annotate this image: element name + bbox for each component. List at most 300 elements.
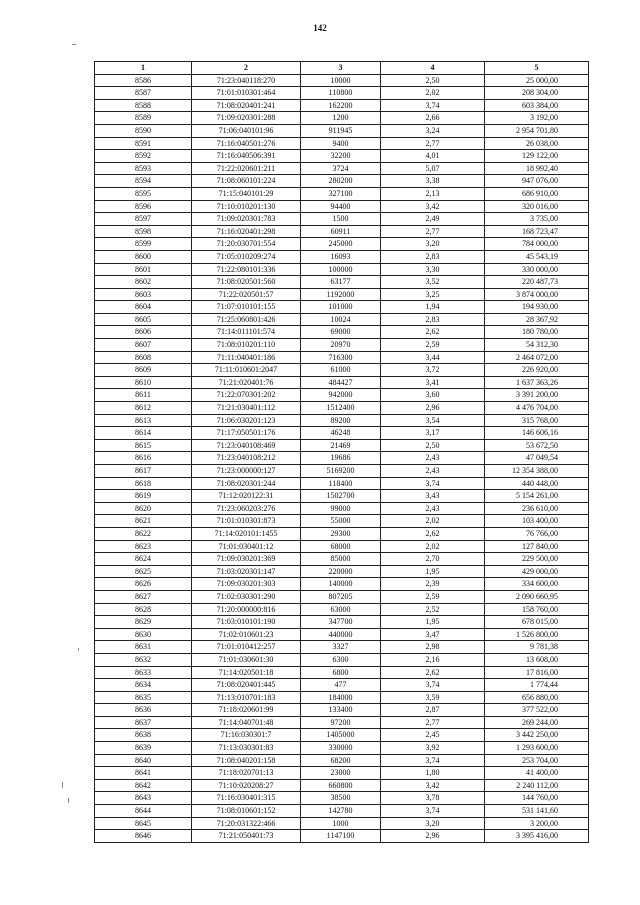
table-row	[95, 515, 589, 528]
amount-cell: 5 154 261,00	[485, 490, 589, 503]
column-header-5: 5	[485, 62, 589, 75]
row-number-cell: 8646	[95, 830, 192, 843]
row-number-cell: 8643	[95, 792, 192, 805]
rate-cell: 3,20	[381, 817, 485, 830]
table-row	[95, 402, 589, 415]
area-cell: 6800	[301, 666, 381, 679]
rate-cell: 2,77	[381, 225, 485, 238]
cadastral-number-cell: 71:11:040401:186	[192, 351, 301, 364]
area-cell: 60911	[301, 225, 381, 238]
row-number-cell: 8594	[95, 175, 192, 188]
table-row	[95, 704, 589, 717]
table-row	[95, 779, 589, 792]
table-row	[95, 502, 589, 515]
table-row	[95, 124, 589, 137]
table-row	[95, 754, 589, 767]
table-row	[95, 641, 589, 654]
table-row	[95, 150, 589, 163]
table-row	[95, 213, 589, 226]
amount-cell: 320 016,00	[485, 200, 589, 213]
amount-cell: 2 240 112,00	[485, 779, 589, 792]
column-header-3: 3	[301, 62, 381, 75]
row-number-cell: 8593	[95, 162, 192, 175]
area-cell: 97200	[301, 716, 381, 729]
cadastral-number-cell: 71:02:010601:23	[192, 628, 301, 641]
rate-cell: 3,47	[381, 628, 485, 641]
row-number-cell: 8637	[95, 716, 192, 729]
amount-cell: 3 200,00	[485, 817, 589, 830]
table-row	[95, 830, 589, 843]
amount-cell: 220 487,73	[485, 276, 589, 289]
row-number-cell: 8618	[95, 477, 192, 490]
area-cell: 20970	[301, 339, 381, 352]
area-cell: 10000	[301, 74, 381, 87]
cadastral-number-cell: 71:18:020601:99	[192, 704, 301, 717]
cadastral-number-cell: 71:15:040101:29	[192, 187, 301, 200]
rate-cell: 2,43	[381, 452, 485, 465]
rate-cell: 2,50	[381, 439, 485, 452]
amount-cell: 127 840,00	[485, 540, 589, 553]
rate-cell: 1,94	[381, 301, 485, 314]
amount-cell: 2 090 660,95	[485, 590, 589, 603]
area-cell: 69000	[301, 326, 381, 339]
rate-cell: 3,44	[381, 351, 485, 364]
cadastral-number-cell: 71:22:080101:336	[192, 263, 301, 276]
area-cell: 101000	[301, 301, 381, 314]
column-header-2: 2	[192, 62, 301, 75]
rate-cell: 3,74	[381, 805, 485, 818]
amount-cell: 269 244,00	[485, 716, 589, 729]
table-row	[95, 112, 589, 125]
data-table-container	[94, 61, 588, 843]
rate-cell: 3,25	[381, 288, 485, 301]
row-number-cell: 8639	[95, 742, 192, 755]
rate-cell: 3,92	[381, 742, 485, 755]
row-number-cell: 8623	[95, 540, 192, 553]
cadastral-number-cell: 71:01:010412:257	[192, 641, 301, 654]
row-number-cell: 8620	[95, 502, 192, 515]
table-row	[95, 742, 589, 755]
rate-cell: 2,83	[381, 313, 485, 326]
scan-mark	[68, 798, 69, 803]
rate-cell: 3,78	[381, 792, 485, 805]
rate-cell: 3,20	[381, 238, 485, 251]
area-cell: 133400	[301, 704, 381, 717]
amount-cell: 686 910,00	[485, 187, 589, 200]
table-row	[95, 238, 589, 251]
amount-cell: 1 637 363,26	[485, 376, 589, 389]
amount-cell: 678 015,00	[485, 616, 589, 629]
rate-cell: 2,62	[381, 326, 485, 339]
table-row	[95, 137, 589, 150]
row-number-cell: 8602	[95, 276, 192, 289]
rate-cell: 2,43	[381, 465, 485, 478]
area-cell: 85000	[301, 553, 381, 566]
table-row	[95, 527, 589, 540]
row-number-cell: 8607	[95, 339, 192, 352]
area-cell: 1405000	[301, 729, 381, 742]
area-cell: 347700	[301, 616, 381, 629]
table-row	[95, 628, 589, 641]
table-row	[95, 74, 589, 87]
rate-cell: 1,80	[381, 767, 485, 780]
row-number-cell: 8640	[95, 754, 192, 767]
row-number-cell: 8631	[95, 641, 192, 654]
row-number-cell: 8612	[95, 402, 192, 415]
cadastral-number-cell: 71:03:010101:190	[192, 616, 301, 629]
rate-cell: 3,74	[381, 679, 485, 692]
rate-cell: 2,70	[381, 553, 485, 566]
area-cell: 1200	[301, 112, 381, 125]
cadastral-number-cell: 71:10:010201:130	[192, 200, 301, 213]
rate-cell: 3,43	[381, 490, 485, 503]
rate-cell: 2,59	[381, 339, 485, 352]
rate-cell: 3,74	[381, 477, 485, 490]
area-cell: 89200	[301, 414, 381, 427]
amount-cell: 334 600,00	[485, 578, 589, 591]
rate-cell: 2,02	[381, 515, 485, 528]
table-row	[95, 578, 589, 591]
amount-cell: 18 992,40	[485, 162, 589, 175]
row-number-cell: 8629	[95, 616, 192, 629]
cadastral-number-cell: 71:14:020501:18	[192, 666, 301, 679]
row-number-cell: 8641	[95, 767, 192, 780]
cadastral-number-cell: 71:08:020401:241	[192, 99, 301, 112]
cadastral-number-cell: 71:06:030201:123	[192, 414, 301, 427]
area-cell: 1502700	[301, 490, 381, 503]
rate-cell: 1,95	[381, 616, 485, 629]
rate-cell: 3,42	[381, 200, 485, 213]
table-row	[95, 691, 589, 704]
area-cell: 6300	[301, 653, 381, 666]
cadastral-number-cell: 71:21:030401:112	[192, 402, 301, 415]
table-row	[95, 225, 589, 238]
cadastral-number-cell: 71:01:010301:464	[192, 87, 301, 100]
table-row	[95, 427, 589, 440]
amount-cell: 3 874 000,00	[485, 288, 589, 301]
area-cell: 1500	[301, 213, 381, 226]
amount-cell: 180 780,00	[485, 326, 589, 339]
rate-cell: 3,38	[381, 175, 485, 188]
amount-cell: 45 543,19	[485, 250, 589, 263]
amount-cell: 194 930,00	[485, 301, 589, 314]
cadastral-number-cell: 71:16:020401:298	[192, 225, 301, 238]
rate-cell: 3,54	[381, 414, 485, 427]
row-number-cell: 8592	[95, 150, 192, 163]
rate-cell: 3,52	[381, 276, 485, 289]
row-number-cell: 8615	[95, 439, 192, 452]
amount-cell: 3 442 250,00	[485, 729, 589, 742]
row-number-cell: 8636	[95, 704, 192, 717]
area-cell: 9400	[301, 137, 381, 150]
row-number-cell: 8606	[95, 326, 192, 339]
amount-cell: 330 000,00	[485, 263, 589, 276]
area-cell: 484427	[301, 376, 381, 389]
amount-cell: 208 304,00	[485, 87, 589, 100]
table-row	[95, 817, 589, 830]
table-row	[95, 590, 589, 603]
row-number-cell: 8588	[95, 99, 192, 112]
amount-cell: 2 954 701,80	[485, 124, 589, 137]
row-number-cell: 8598	[95, 225, 192, 238]
row-number-cell: 8617	[95, 465, 192, 478]
amount-cell: 656 880,00	[485, 691, 589, 704]
area-cell: 100000	[301, 263, 381, 276]
area-cell: 16093	[301, 250, 381, 263]
table-row	[95, 616, 589, 629]
area-cell: 21469	[301, 439, 381, 452]
table-row	[95, 553, 589, 566]
table-row	[95, 716, 589, 729]
cadastral-number-cell: 71:23:060203:276	[192, 502, 301, 515]
table-row	[95, 439, 589, 452]
rate-cell: 2,02	[381, 87, 485, 100]
row-number-cell: 8605	[95, 313, 192, 326]
row-number-cell: 8621	[95, 515, 192, 528]
row-number-cell: 8642	[95, 779, 192, 792]
rate-cell: 2,59	[381, 590, 485, 603]
amount-cell: 1 526 800,00	[485, 628, 589, 641]
table-row	[95, 187, 589, 200]
rate-cell: 2,62	[381, 666, 485, 679]
row-number-cell: 8638	[95, 729, 192, 742]
cadastral-number-cell: 71:14:020101:1455	[192, 527, 301, 540]
rate-cell: 2,13	[381, 187, 485, 200]
rate-cell: 3,17	[381, 427, 485, 440]
row-number-cell: 8591	[95, 137, 192, 150]
area-cell: 440000	[301, 628, 381, 641]
row-number-cell: 8625	[95, 565, 192, 578]
amount-cell: 377 522,00	[485, 704, 589, 717]
area-cell: 63177	[301, 276, 381, 289]
table-body	[95, 74, 589, 842]
amount-cell: 47 049,54	[485, 452, 589, 465]
cadastral-number-cell: 71:13:010701:183	[192, 691, 301, 704]
row-number-cell: 8616	[95, 452, 192, 465]
area-cell: 1512400	[301, 402, 381, 415]
rate-cell: 2,77	[381, 716, 485, 729]
rate-cell: 3,59	[381, 691, 485, 704]
data-table	[94, 61, 589, 843]
table-row	[95, 389, 589, 402]
cadastral-number-cell: 71:09:020301:783	[192, 213, 301, 226]
rate-cell: 2,50	[381, 74, 485, 87]
rate-cell: 2,66	[381, 112, 485, 125]
amount-cell: 9 781,38	[485, 641, 589, 654]
column-header-1: 1	[95, 62, 192, 75]
cadastral-number-cell: 71:20:030701:554	[192, 238, 301, 251]
cadastral-number-cell: 71:09:020301:288	[192, 112, 301, 125]
area-cell: 162200	[301, 99, 381, 112]
row-number-cell: 8624	[95, 553, 192, 566]
cadastral-number-cell: 71:21:020401:76	[192, 376, 301, 389]
row-number-cell: 8611	[95, 389, 192, 402]
table-row	[95, 729, 589, 742]
area-cell: 245000	[301, 238, 381, 251]
table-row	[95, 162, 589, 175]
row-number-cell: 8610	[95, 376, 192, 389]
rate-cell: 2,49	[381, 213, 485, 226]
amount-cell: 440 448,00	[485, 477, 589, 490]
row-number-cell: 8614	[95, 427, 192, 440]
cadastral-number-cell: 71:10:020208:27	[192, 779, 301, 792]
scan-mark	[78, 648, 79, 651]
area-cell: 10024	[301, 313, 381, 326]
cadastral-number-cell: 71:03:020301:147	[192, 565, 301, 578]
table-row	[95, 339, 589, 352]
amount-cell: 229 500,00	[485, 553, 589, 566]
cadastral-number-cell: 71:23:040108:469	[192, 439, 301, 452]
cadastral-number-cell: 71:02:030301:290	[192, 590, 301, 603]
area-cell: 29300	[301, 527, 381, 540]
table-row	[95, 276, 589, 289]
rate-cell: 2,98	[381, 641, 485, 654]
amount-cell: 129 122,00	[485, 150, 589, 163]
cadastral-number-cell: 71:22:020501:57	[192, 288, 301, 301]
rate-cell: 2,43	[381, 502, 485, 515]
cadastral-number-cell: 71:22:070301:202	[192, 389, 301, 402]
cadastral-number-cell: 71:08:020401:445	[192, 679, 301, 692]
area-cell: 118400	[301, 477, 381, 490]
cadastral-number-cell: 71:08:020501:560	[192, 276, 301, 289]
table-row	[95, 603, 589, 616]
amount-cell: 146 606,16	[485, 427, 589, 440]
amount-cell: 103 400,00	[485, 515, 589, 528]
amount-cell: 12 354 388,00	[485, 465, 589, 478]
area-cell: 68200	[301, 754, 381, 767]
area-cell: 68000	[301, 540, 381, 553]
amount-cell: 315 768,00	[485, 414, 589, 427]
area-cell: 330000	[301, 742, 381, 755]
row-number-cell: 8601	[95, 263, 192, 276]
rate-cell: 1,95	[381, 565, 485, 578]
amount-cell: 2 464 072,00	[485, 351, 589, 364]
amount-cell: 784 000,00	[485, 238, 589, 251]
area-cell: 3724	[301, 162, 381, 175]
cadastral-number-cell: 71:01:010301:873	[192, 515, 301, 528]
row-number-cell: 8589	[95, 112, 192, 125]
table-row	[95, 326, 589, 339]
cadastral-number-cell: 71:11:010601:2047	[192, 364, 301, 377]
cadastral-number-cell: 71:23:040108:212	[192, 452, 301, 465]
area-cell: 716300	[301, 351, 381, 364]
cadastral-number-cell: 71:14:011101:574	[192, 326, 301, 339]
table-row	[95, 99, 589, 112]
rate-cell: 4,01	[381, 150, 485, 163]
rate-cell: 2,45	[381, 729, 485, 742]
cadastral-number-cell: 71:09:030201:369	[192, 553, 301, 566]
table-row	[95, 805, 589, 818]
area-cell: 99000	[301, 502, 381, 515]
row-number-cell: 8603	[95, 288, 192, 301]
cadastral-number-cell: 71:01:030401:12	[192, 540, 301, 553]
area-cell: 110800	[301, 87, 381, 100]
amount-cell: 429 000,00	[485, 565, 589, 578]
area-cell: 942000	[301, 389, 381, 402]
area-cell: 38500	[301, 792, 381, 805]
area-cell: 55000	[301, 515, 381, 528]
table-row	[95, 679, 589, 692]
table-row	[95, 792, 589, 805]
row-number-cell: 8634	[95, 679, 192, 692]
row-number-cell: 8626	[95, 578, 192, 591]
cadastral-number-cell: 71:22:020601:211	[192, 162, 301, 175]
area-cell: 477	[301, 679, 381, 692]
rate-cell: 3,30	[381, 263, 485, 276]
table-row	[95, 175, 589, 188]
cadastral-number-cell: 71:08:010601:152	[192, 805, 301, 818]
cadastral-number-cell: 71:23:040118:270	[192, 74, 301, 87]
row-number-cell: 8635	[95, 691, 192, 704]
amount-cell: 3 735,00	[485, 213, 589, 226]
area-cell: 807205	[301, 590, 381, 603]
area-cell: 32200	[301, 150, 381, 163]
row-number-cell: 8632	[95, 653, 192, 666]
amount-cell: 947 076,00	[485, 175, 589, 188]
header-row	[95, 62, 589, 75]
cadastral-number-cell: 71:16:030301:7	[192, 729, 301, 742]
cadastral-number-cell: 71:14:040701:48	[192, 716, 301, 729]
row-number-cell: 8613	[95, 414, 192, 427]
rate-cell: 2,62	[381, 527, 485, 540]
cadastral-number-cell: 71:13:030301:83	[192, 742, 301, 755]
rate-cell: 2,39	[381, 578, 485, 591]
rate-cell: 3,42	[381, 779, 485, 792]
area-cell: 142780	[301, 805, 381, 818]
cadastral-number-cell: 71:20:031322:466	[192, 817, 301, 830]
amount-cell: 26 038,00	[485, 137, 589, 150]
row-number-cell: 8627	[95, 590, 192, 603]
table-row	[95, 263, 589, 276]
table-row	[95, 313, 589, 326]
cadastral-number-cell: 71:16:030401:315	[192, 792, 301, 805]
table-row	[95, 414, 589, 427]
rate-cell: 3,72	[381, 364, 485, 377]
row-number-cell: 8644	[95, 805, 192, 818]
row-number-cell: 8608	[95, 351, 192, 364]
amount-cell: 25 000,00	[485, 74, 589, 87]
cadastral-number-cell: 71:06:040101:96	[192, 124, 301, 137]
table-row	[95, 666, 589, 679]
area-cell: 1147100	[301, 830, 381, 843]
row-number-cell: 8622	[95, 527, 192, 540]
table-row	[95, 87, 589, 100]
row-number-cell: 8630	[95, 628, 192, 641]
area-cell: 327100	[301, 187, 381, 200]
amount-cell: 41 400,00	[485, 767, 589, 780]
amount-cell: 1 293 600,00	[485, 742, 589, 755]
row-number-cell: 8586	[95, 74, 192, 87]
amount-cell: 144 760,00	[485, 792, 589, 805]
row-number-cell: 8628	[95, 603, 192, 616]
amount-cell: 54 312,30	[485, 339, 589, 352]
row-number-cell: 8597	[95, 213, 192, 226]
row-number-cell: 8596	[95, 200, 192, 213]
scan-mark	[72, 44, 76, 45]
row-number-cell: 8645	[95, 817, 192, 830]
amount-cell: 28 367,92	[485, 313, 589, 326]
amount-cell: 1 774,44	[485, 679, 589, 692]
row-number-cell: 8604	[95, 301, 192, 314]
amount-cell: 3 192,00	[485, 112, 589, 125]
area-cell: 94400	[301, 200, 381, 213]
amount-cell: 76 766,00	[485, 527, 589, 540]
cadastral-number-cell: 71:25:060801:426	[192, 313, 301, 326]
cadastral-number-cell: 71:08:020301:244	[192, 477, 301, 490]
row-number-cell: 8633	[95, 666, 192, 679]
table-row	[95, 465, 589, 478]
table-row	[95, 540, 589, 553]
